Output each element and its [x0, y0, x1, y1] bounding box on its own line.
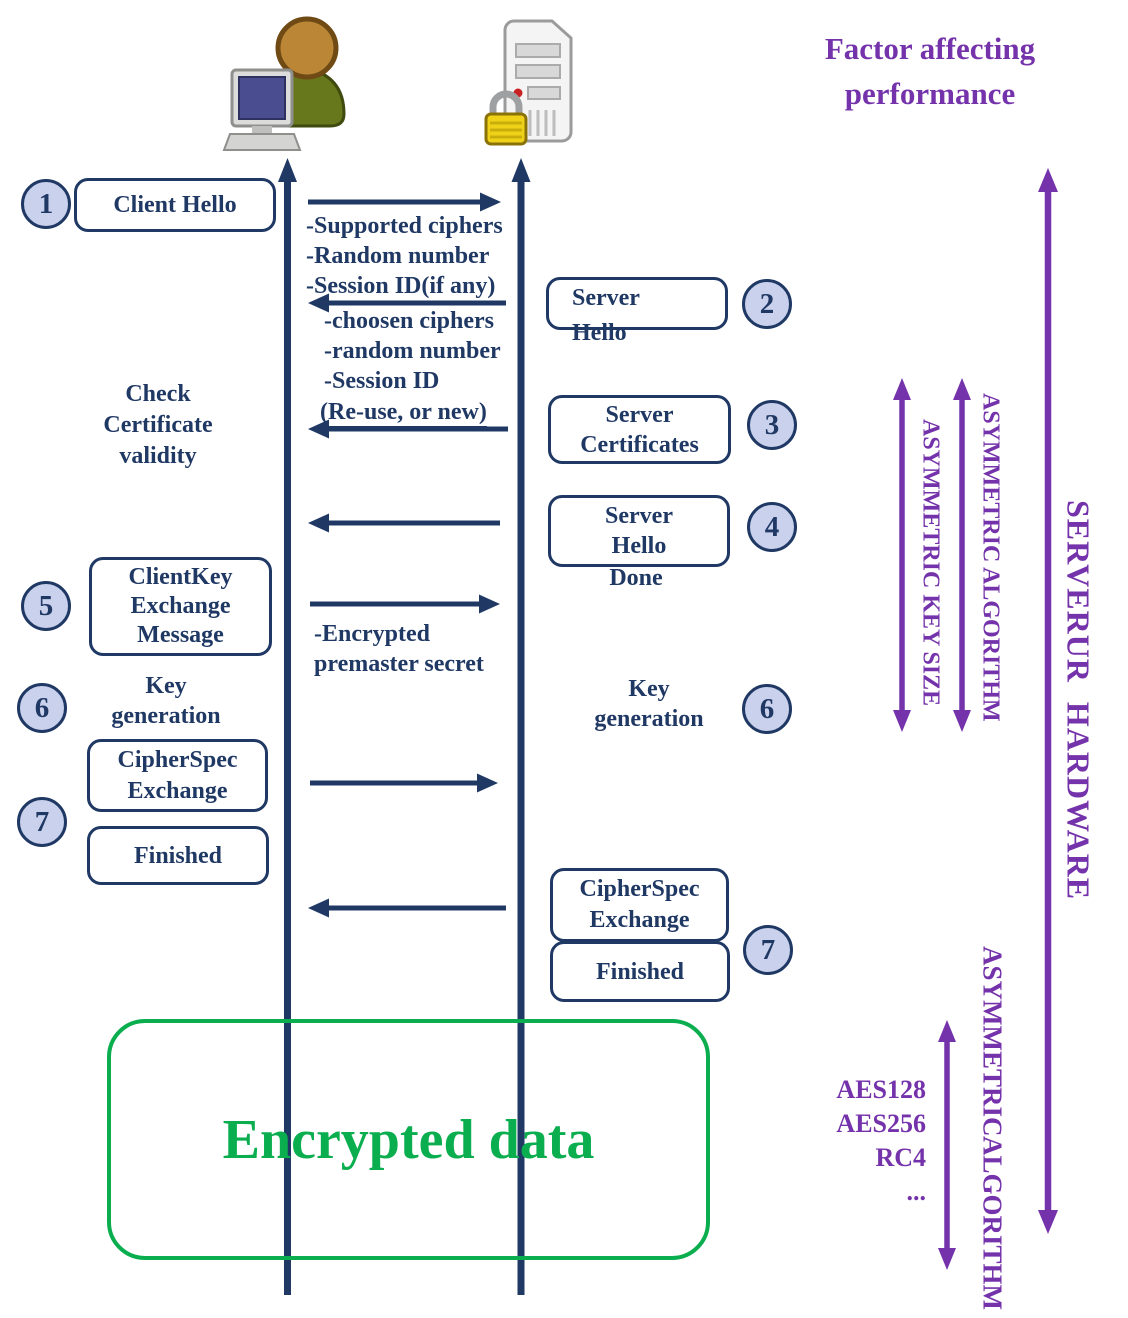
server-certificates-box: [548, 395, 731, 464]
cipherspec-server-line1: CipherSpec: [579, 876, 700, 902]
page-title-line2: performance: [844, 76, 1016, 111]
cipherspec-exchange-client-box: [87, 739, 268, 812]
clientkey-line1: ClientKey: [128, 564, 233, 590]
step-circle-2: [742, 279, 792, 329]
step-number: 7: [34, 805, 50, 838]
finished-server-box: [550, 941, 730, 1002]
keygen-client-line1: Key: [145, 673, 187, 699]
premaster-line2: premaster secret: [314, 651, 484, 677]
detail-random-number: -Random number: [306, 243, 490, 269]
step-circle-7-client: [17, 797, 67, 847]
client-hello-label: Client Hello: [113, 192, 237, 218]
cipher-list: [786, 1073, 926, 1209]
arrow-cipherspec-server-head-icon: [308, 899, 329, 918]
cipher-rc4: RC4: [875, 1143, 926, 1172]
check-line3: validity: [119, 443, 197, 469]
cipher-aes256: AES256: [836, 1109, 926, 1138]
step-circle-6-client: [17, 683, 67, 733]
detail-reuse-or-new-text: (Re-use, or new): [320, 399, 487, 429]
arrow-asymmetric-key-size-top-icon: [893, 378, 911, 400]
keygen-server-line2: generation: [594, 706, 704, 732]
cipherspec-exchange-server-box: [550, 868, 729, 942]
label-asymmetric-algorithm: ASYMMETRIC ALGORITHM: [977, 392, 1004, 722]
arrow-clientkey-exchange-head-icon: [479, 595, 500, 614]
arrow-cipherspec-client-head-icon: [477, 774, 498, 793]
keygen-client-line2: generation: [111, 703, 221, 729]
arrow-symmetric-algorithm-bottom-icon: [938, 1248, 956, 1270]
server-hello-line1: Server: [572, 285, 640, 311]
label-symmetric-algorithm: [956, 945, 1028, 1311]
server-hello-label: [572, 281, 640, 351]
cipherspec-server-line2: Exchange: [589, 907, 690, 933]
detail-supported-ciphers: -Supported ciphers: [306, 213, 503, 239]
arrow-server-hello-done-head-icon: [308, 514, 329, 533]
page-title-line1: Factor affecting: [824, 31, 1036, 66]
label-asymmetric-key-size: ASYMMETRIC KEY SIZE: [917, 419, 944, 707]
page-title: [780, 26, 1080, 116]
finished-client-box: [87, 826, 269, 885]
cipher-ellipsis: ...: [906, 1177, 926, 1206]
step-circle-6-server: [742, 684, 792, 734]
cipherspec-client-line1: CipherSpec: [117, 746, 238, 773]
step-number: 2: [759, 287, 775, 320]
clientkey-line2: Exchange: [130, 593, 231, 619]
detail-session-id: -Session ID(if any): [306, 273, 496, 299]
cipherspec-client-line2: Exchange: [127, 777, 228, 804]
key-generation-server-note: [579, 674, 719, 734]
check-certificate-note: [92, 379, 224, 472]
check-line2: Certificate: [103, 412, 213, 438]
arrow-asymmetric-key-size-bottom-icon: [893, 710, 911, 732]
symmetric-line1: ASYMMETRIC: [977, 945, 1008, 1137]
arrow-server-hardware-top-icon: [1038, 168, 1058, 192]
server-certificates-line2: Certificates: [580, 431, 699, 458]
detail-session-id-server: -Session ID: [324, 368, 440, 394]
premaster-line1: -Encrypted: [314, 621, 430, 647]
keygen-server-line1: Key: [628, 676, 670, 702]
encrypted-data-label: Encrypted data: [222, 1108, 595, 1171]
check-line1: Check: [125, 381, 191, 407]
cipher-aes128: AES128: [836, 1075, 926, 1104]
key-generation-client-note: [96, 671, 236, 731]
server-hello-done-line3: Done: [609, 565, 663, 591]
arrow-symmetric-algorithm-top-icon: [938, 1020, 956, 1042]
server-certificates-line1: Server: [605, 401, 674, 428]
server-hello-details: [324, 306, 501, 396]
detail-random-number-server: -random number: [324, 338, 501, 364]
label-server-hardware: SERVERUR HARDWARE: [1060, 499, 1097, 901]
step-number: 3: [764, 408, 780, 441]
arrow-client-hello-head-icon: [480, 193, 501, 212]
clientkey-line3: Message: [137, 622, 224, 648]
step-number: 5: [38, 589, 54, 622]
arrow-asymmetric-algorithm-top-icon: [953, 378, 971, 400]
step-circle-1: [21, 179, 71, 229]
premaster-note: [314, 619, 484, 679]
finished-server-label: Finished: [595, 958, 685, 985]
client-hello-box: [74, 178, 276, 232]
server-hello-done-line2: Hello: [611, 533, 667, 559]
detail-reuse-or-new: [320, 397, 487, 427]
server-hello-done-box: [548, 495, 730, 567]
step-number: 4: [764, 510, 780, 543]
arrow-server-hardware-bottom-icon: [1038, 1210, 1058, 1234]
step-number: 6: [759, 692, 775, 725]
server-hello-line2: Hello: [572, 320, 627, 346]
server-hello-done-line1: Server: [605, 503, 673, 529]
detail-choosen-ciphers: -choosen ciphers: [324, 308, 494, 334]
arrow-asymmetric-algorithm-bottom-icon: [953, 710, 971, 732]
clientkey-exchange-box: [89, 557, 272, 656]
symmetric-line2: ALGORITHM: [977, 1136, 1008, 1311]
encrypted-data-box: [107, 1019, 710, 1260]
client-lifeline-arrowhead-icon: [278, 158, 297, 182]
step-circle-5: [21, 581, 71, 631]
step-circle-7-server: [743, 925, 793, 975]
step-number: 7: [760, 933, 776, 966]
step-number: 6: [34, 691, 50, 724]
step-circle-3: [747, 400, 797, 450]
server-lifeline-arrowhead-icon: [512, 158, 531, 182]
step-number: 1: [38, 187, 54, 220]
finished-client-label: Finished: [133, 842, 223, 869]
step-circle-4: [747, 502, 797, 552]
client-hello-details: [306, 211, 503, 301]
